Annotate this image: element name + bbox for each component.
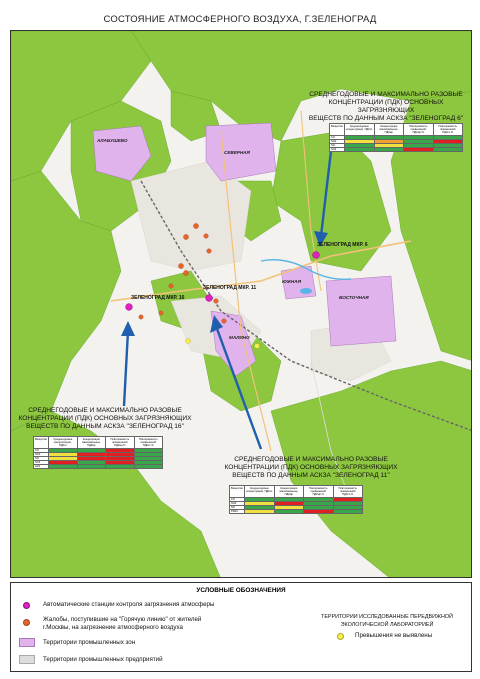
industrial-zone-legend-swatch xyxy=(19,638,35,647)
pdk-table-station-6 xyxy=(329,123,463,152)
station-label-16: ЗЕЛЕНОГРАД МКР. 16 xyxy=(131,295,185,301)
table-header: Повторяемость превышений ПДКмр,% xyxy=(403,124,433,136)
zone-label-alabushevo: АЛАБУШЕВО xyxy=(97,138,128,143)
legend-title: УСЛОВНЫЕ ОБОЗНАЧЕНИЯ xyxy=(196,587,286,594)
caption-station-16: СРЕДНЕГОДОВЫЕ И МАКСИМАЛЬНО РАЗОВЫЕ КОНЦЕНТРАЦИИ (ПДК) ОСНОВНЫХ ЗАГРЯЗНЯЮЩИХ ВЕЩЕСТВ ПО ДАННЫМ АСКЗА "ЗЕЛЕНОГРАД 16" xyxy=(18,407,192,430)
table-header: Среднегодовые концентрации, ПДКсс xyxy=(49,437,78,449)
complaint-legend-icon xyxy=(23,619,30,626)
substance-cell: NO2 xyxy=(230,502,245,506)
table-header: Повторяемость превышений ПДКмр,% xyxy=(303,486,333,498)
legend-lab-title: ТЕРРИТОРИИ ИССЛЕДОВАННЫЕ ПЕРЕДВИЖНОЙ ЭКОЛОГИЧЕСКОЙ ЛАБОРАТОРИЕЙ xyxy=(321,614,453,628)
legend-no-exceed: Превышения не выявлены xyxy=(355,632,433,639)
pdk-cell xyxy=(303,510,333,514)
table-row xyxy=(230,510,363,514)
pdk-cell xyxy=(403,148,433,152)
station-label-11: ЗЕЛЕНОГРАД МКР. 11 xyxy=(203,285,257,291)
legend-industrial-enterprises: Территории промышленных предприятий xyxy=(43,656,163,663)
pdk-cell xyxy=(333,510,362,514)
substance-cell: SO2 xyxy=(34,461,49,465)
substance-cell: NO xyxy=(330,144,345,148)
substance-cell: CO xyxy=(34,449,49,453)
pdk-cell xyxy=(345,148,375,152)
pdk-cell xyxy=(49,465,78,469)
pond xyxy=(300,288,312,294)
pdk-cell xyxy=(134,465,162,469)
station-legend-icon xyxy=(23,602,30,609)
legend-industrial-zones: Территории промышленных зон xyxy=(43,639,136,646)
table-header: Вещество xyxy=(330,124,345,136)
pdk-cell xyxy=(374,148,403,152)
table-row xyxy=(330,148,463,152)
zone-label-severnaya: СЕВЕРНАЯ xyxy=(224,150,250,155)
table-header: Повторяемость превышений ПДКсс,% xyxy=(134,437,162,449)
map[interactable] xyxy=(10,30,472,578)
table-header: Концентрации максимальные, ПДКмр xyxy=(274,486,303,498)
legend-complaints-2: г.Москвы, на загрязнение атмосферного воздуха xyxy=(43,624,183,631)
pdk-cell xyxy=(433,148,462,152)
substance-cell: H2S xyxy=(34,465,49,469)
legend xyxy=(10,582,472,672)
substance-cell: CO xyxy=(330,136,345,140)
pdk-table-station-16 xyxy=(33,436,163,469)
pdk-table-station-11 xyxy=(229,485,363,514)
table-header: Повторяемость превышений ПДКсс,% xyxy=(433,124,462,136)
table-header: Вещество xyxy=(230,486,245,498)
pdk-cell xyxy=(274,510,303,514)
legend-complaints-1: Жалобы, поступившие на "Горячую линию" от жителей xyxy=(43,616,202,623)
table-row xyxy=(34,465,163,469)
substance-cell: NO xyxy=(230,506,245,510)
zone-label-vostochnaya: ВОСТОЧНАЯ xyxy=(339,295,369,300)
substance-cell: NO2 xyxy=(330,140,345,144)
table-header: Концентрации максимальные, ПДКмр xyxy=(374,124,403,136)
pdk-cell xyxy=(77,465,105,469)
substance-cell: SO2 xyxy=(330,148,345,152)
station-label-6: ЗЕЛЕНОГРАД МКР. 6 xyxy=(317,242,368,248)
table-header: Среднегодовые концентрации, ПДКсс xyxy=(345,124,375,136)
table-header: Повторяемость превышений ПДКсс,% xyxy=(333,486,362,498)
substance-cell: NO2 xyxy=(34,453,49,457)
substance-cell: CO xyxy=(230,498,245,502)
enterprise-legend-swatch xyxy=(19,655,35,664)
caption-station-6: СРЕДНЕГОДОВЫЕ И МАКСИМАЛЬНО РАЗОВЫЕ КОНЦЕНТРАЦИИ (ПДК) ОСНОВНЫХ ЗАГРЯЗНЯЮЩИХ ВЕЩЕСТВ ПО ДАННЫМ АСКЗА "ЗЕЛЕНОГРАД 6" xyxy=(308,91,464,122)
page-title: СОСТОЯНИЕ АТМОСФЕРНОГО ВОЗДУХА, Г.ЗЕЛЕНОГРАД xyxy=(103,14,377,25)
substance-cell: PM10 xyxy=(230,510,245,514)
lab-legend-icon xyxy=(337,633,344,640)
zone-label-yuzhnaya: ЮЖНАЯ xyxy=(282,279,301,284)
table-header: Повторяемость превышений ПДКмр,% xyxy=(106,437,135,449)
table-header: Среднегодовые концентрации, ПДКсс xyxy=(245,486,275,498)
caption-station-11: СРЕДНЕГОДОВЫЕ И МАКСИМАЛЬНО РАЗОВЫЕ КОНЦЕНТРАЦИИ (ПДК) ОСНОВНЫХ ЗАГРЯЗНЯЮЩИХ ВЕЩЕСТВ ПО ДАННЫМ АСКЗА "ЗЕЛЕНОГРАД 11" xyxy=(224,456,398,479)
pdk-cell xyxy=(245,510,275,514)
substance-cell: NO xyxy=(34,457,49,461)
legend-stations: Автоматические станции контроля загрязнения атмосферы xyxy=(43,601,215,608)
pdk-cell xyxy=(106,465,135,469)
zone-label-malino: МАЛИНО xyxy=(229,335,250,340)
table-header: Концентрации максимальные, ПДКмр xyxy=(77,437,105,449)
table-header: Вещество xyxy=(34,437,49,449)
